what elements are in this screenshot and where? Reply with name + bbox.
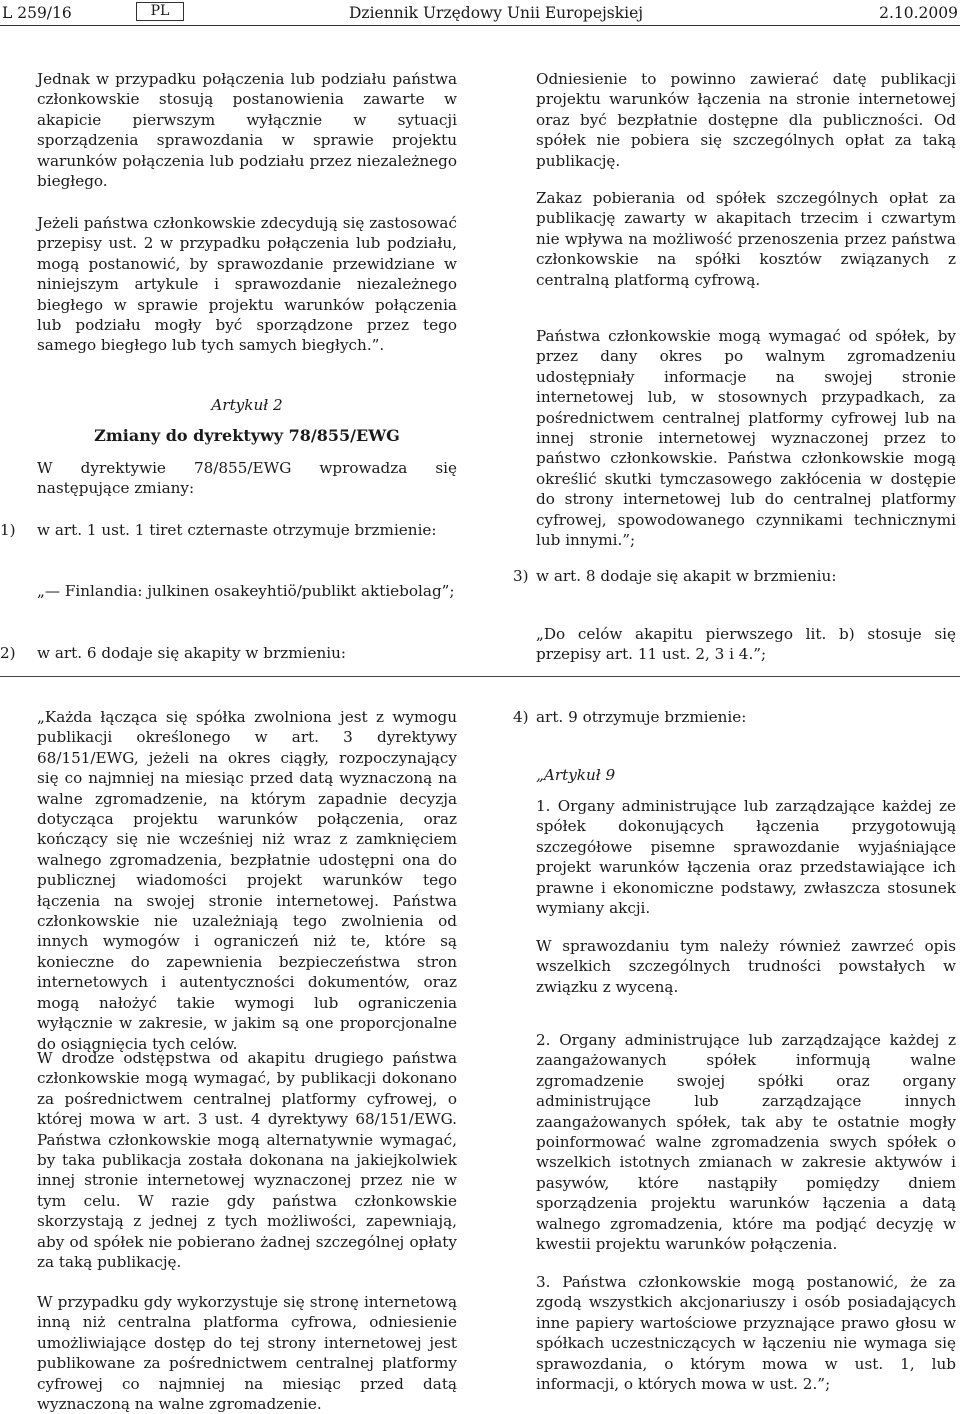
quote: „— Finlandia: julkinen osakeyhtiö/publikt aktiebolag”; [37, 582, 455, 600]
paragraph: W drodze odstępstwa od akapitu drugiego państwa członkowskie mogą wymagać, by publikacji dokonano za pośrednictwem centralnej platformy cyfrowej, o której mowa w art. 3 ust. 4 dyrektywy 68/151/EWG. Państwa członkowskie mogą alternatywnie wymagać, by taka publikacja została dokonana na jakiejkolwiek innej stronie internetowej wyznaczonej przez nie w tym celu. W razie gdy państwa członkowskie skorzystają z jednej z tych możliwości, zapewniają, aby od spółek nie pobierano żadnej szczególnej opłaty za taką publikację. [37, 1049, 457, 1272]
journal-title: Dziennik Urzędowy Unii Europejskiej [349, 4, 644, 22]
quote: „Do celów akapitu pierwszego lit. b) stosuje się przepisy art. 11 ust. 2, 3 i 4.”; [536, 625, 956, 664]
item-number: 4) [513, 708, 529, 726]
paragraph: Odniesienie to powinno zawierać datę publikacji projektu warunków łączenia na stronie internetowej oraz być bezpłatnie dostępne dla publiczności. Od spółek nie pobiera się szczególnych opłat za taką publikację. [536, 70, 956, 170]
paragraph: W przypadku gdy wykorzystuje się stronę internetową inną niż centralna platforma cyfrowa, odniesienie umożliwiające dostęp do tej strony internetowej jest publikowane za pośrednictwem centralnej platformy cyfrowej co najmniej na miesiąc przed datą wyznaczoną na walne zgromadzenie. [37, 1293, 457, 1414]
paragraph: Jeżeli państwa członkowskie zdecydują się zastosować przepisy ust. 2 w przypadku połączenia lub podziału, mogą postanowić, by sprawozdanie przewidziane w niniejszym artykule i sprawozdanie niezależnego biegłego w sprawie projektu warunków połączenia lub podziału mogły być sporządzone przez tego samego biegłego lub tych samych biegłych.”. [37, 214, 457, 355]
item-text: w art. 8 dodaje się akapit w brzmieniu: [536, 567, 837, 585]
section-divider [0, 676, 960, 677]
list-item [0, 520, 457, 540]
paragraph: W sprawozdaniu tym należy również zawrzeć opis wszelkich szczególnych trudności powstałych w związku z wyceną. [536, 937, 956, 996]
paragraph: Państwa członkowskie mogą wymagać od spółek, by przez dany okres po walnym zgromadzeniu udostępniały informacje na swojej stronie internetowej lub, w stosownych przypadkach, za pośrednictwem centralnej platformy cyfrowej lub na innej stronie internetowej wyznaczonej przez to państwo członkowskie. Państwa członkowskie mogą określić skutki tymczasowego zakłócenia w dostępie do strony internetowej lub do centralnej platformy cyfrowej, spowodowanego czynnikami technicznymi lub innymi.”; [536, 327, 956, 550]
paragraph: 2. Organy administrujące lub zarządzające każdej z zaangażowanych spółek informują walne zgromadzenie swojej spółki oraz organy administrujące lub zarządzające innych zaangażowanych spółek, tak aby te ostatnie mogły poinformować walne zgromadzenia swych spółek o wszelkich istotnych zmianach w zakresie aktywów i pasywów, które nastąpiły pomiędzy dniem sporządzenia projektu warunków łączenia a datą walnego zgromadzenia, które ma podjąć decyzję w kwestii projektu warunków połączenia. [536, 1031, 956, 1254]
item-text: w art. 6 dodaje się akapity w brzmieniu: [37, 644, 347, 662]
language-badge: PL [136, 2, 184, 21]
item-text: w art. 1 ust. 1 tiret czternaste otrzymuje brzmienie: [37, 521, 437, 539]
article-heading: „Artykuł 9 [536, 766, 616, 784]
list-item [513, 707, 956, 727]
paragraph: Zakaz pobierania od spółek szczególnych opłat za publikację zawarty w akapitach trzecim i czwartym nie wpływa na możliwość przenoszenia przez państwa członkowskie na spółki kosztów związanych z centralną platformą cyfrową. [536, 189, 956, 289]
publication-date: 2.10.2009 [879, 4, 958, 22]
paragraph: 3. Państwa członkowskie mogą postanowić, że za zgodą wszystkich akcjonariuszy i osób posiadających inne papiery wartościowe przyznające prawo głosu w spółkach uczestniczących w łączeniu nie wymaga się sprawozdania, o którym mowa w ust. 1, lub informacji, o których mowa w ust. 2.”; [536, 1273, 956, 1394]
paragraph: W dyrektywie 78/855/EWG wprowadza się następujące zmiany: [37, 459, 457, 498]
article-number: Artykuł 2 [211, 396, 283, 414]
page-header [0, 0, 960, 28]
item-number: 2) [0, 644, 16, 662]
page-reference: L 259/16 [2, 4, 72, 22]
item-text: art. 9 otrzymuje brzmienie: [536, 708, 747, 726]
list-item [0, 643, 457, 663]
paragraph: 1. Organy administrujące lub zarządzające każdej ze spółek dokonujących łączenia przygotowują szczegółowe pisemne sprawozdanie wyjaśniające projekt warunków łączenia oraz przedstawiające ich prawne i ekonomiczne podstawy, zwłaszcza stosunek wymiany akcji. [536, 797, 956, 918]
article-title: Zmiany do dyrektywy 78/855/EWG [94, 426, 400, 445]
paragraph: „Każda łącząca się spółka zwolniona jest z wymogu publikacji określonego w art. 3 dyrektywy 68/151/EWG, jeżeli na okres ciągły, rozpoczynający się co najmniej na miesiąc przed datą wyznaczoną na walne zgromadzenie, na którym zapadnie decyzja dotycząca projektu warunków połączenia, oraz kończący się nie wcześniej niż wraz z zamknięciem walnego zgromadzenia, bezpłatnie udostępni ona do publicznej wiadomości projekt warunków tego łączenia na swojej stronie internetowej. Państwa członkowskie nie uzależniają tego zwolnienia od innych wymogów i ograniczeń niż te, które są konieczne do zapewnienia bezpieczeństwa stron internetowych i autentyczności dokumentów, oraz mogą nałożyć takie wymogi lub ograniczenia wyłącznie w zakresie, w jakim są one proporcjonalne do osiągnięcia tych celów. [37, 708, 457, 1053]
list-item [513, 566, 956, 586]
item-number: 3) [513, 567, 529, 585]
header-rule [0, 25, 960, 26]
paragraph: Jednak w przypadku połączenia lub podziału państwa członkowskie stosują postanowienia zawarte w akapicie pierwszym wyłącznie w sytuacji sporządzenia sprawozdania w sprawie projektu warunków połączenia lub podziału przez niezależnego biegłego. [37, 70, 457, 191]
item-number: 1) [0, 521, 16, 539]
